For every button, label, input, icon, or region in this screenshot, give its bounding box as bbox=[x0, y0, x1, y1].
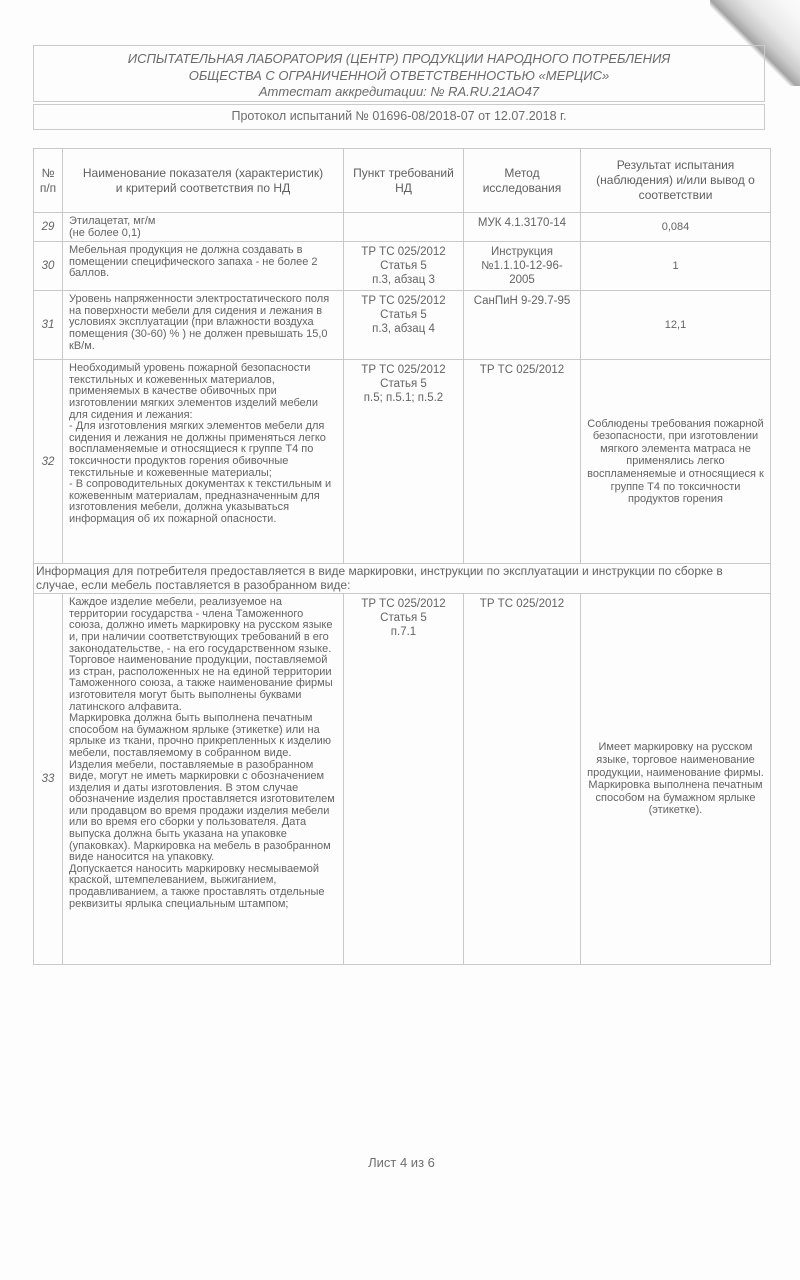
table-row-29 bbox=[34, 213, 771, 242]
table-row-32 bbox=[34, 360, 771, 564]
indicator-name: Необходимый уровень пожарной безопасности текстильных и кожевенных материалов, применяемых в качестве обивочных при изготовлении мягких элементов изделий мебели для сидения и лежания: - Для изготовления мягких элементов мебели для сидения и лежания не должны применяться легко воспламеняемые и относящиеся к группе Т4 по токсичности продуктов горения обивочные текстильные и кожевенные материалы; - В сопроводительных документах к текстильным и кожевенным материалам, предназначенным для изготовления мебели, должна указываться информация об их пожарной опасности. bbox=[63, 360, 344, 564]
test-result: 12,1 bbox=[581, 291, 771, 360]
col-header-num: № п/п bbox=[34, 149, 63, 213]
table-row-33 bbox=[34, 594, 771, 965]
test-result: Имеет маркировку на русском языке, торговое наименование продукции, наименование фирмы. Маркировка выполнена печатным способом на бумажном ярлыке (этикетке). bbox=[581, 594, 771, 965]
row-number: 33 bbox=[34, 594, 63, 965]
protocol-title-box bbox=[33, 104, 765, 130]
requirement-clause: ТР ТС 025/2012 Статья 5 п.5; п.5.1; п.5.2 bbox=[344, 360, 464, 564]
consumer-info-note: Информация для потребителя предоставляется в виде маркировки, инструкции по эксплуатации и инструкции по сборке в случае, если мебель поставляется в разобранном виде: bbox=[34, 564, 771, 594]
row-number: 30 bbox=[34, 242, 63, 291]
test-method: МУК 4.1.3170-14 bbox=[464, 213, 581, 242]
col-header-clause: Пункт требований НД bbox=[344, 149, 464, 213]
test-result: Соблюдены требования пожарной безопасности, при изготовлении мягкого элемента матраса не применялись легко воспламеняемые и относящиеся к группе Т4 по токсичности продуктов горения bbox=[581, 360, 771, 564]
page-footer: Лист 4 из 6 bbox=[368, 1155, 435, 1170]
col-header-indicator: Наименование показателя (характеристик) и критерий соответствия по НД bbox=[63, 149, 344, 213]
indicator-name: Мебельная продукция не должна создавать в помещении специфического запаха - не более 2 баллов. bbox=[63, 242, 344, 291]
consumer-info-note-row bbox=[34, 564, 771, 594]
lab-name-line-2: ОБЩЕСТВА С ОГРАНИЧЕННОЙ ОТВЕТСТВЕННОСТЬЮ «МЕРЦИС» bbox=[188, 67, 610, 83]
test-result: 1 bbox=[581, 242, 771, 291]
requirement-clause bbox=[344, 213, 464, 242]
indicator-name: Каждое изделие мебели, реализуемое на территории государства - члена Таможенного союза, должно иметь маркировку на русском языке и, при наличии соответствующих требований в его законодательстве, - на его государственном языке. Торговое наименование продукции, поставляемой из стран, расположенных не на единой территории Таможенного союза, а также наименование фирмы изготовителя могут быть выполнены буквами латинского алфавита. Маркировка должна быть выполнена печатным способом на бумажном ярлыке (этикетке) или на ярлыке из ткани, прочно прикрепленных к изделию мебели, поставляемому в собранном виде. Изделия мебели, поставляемые в разобранном виде, могут не иметь маркировки с обозначением изделия и даты изготовления. В этом случае обозначение изделия проставляется изготовителем или продавцом во время продажи изделия мебели или во время его сборки у пользователя. Дата выпуска должна быть указана на упаковке (упаковках). Маркировка на мебель в разобранном виде наносится на упаковку. Допускается наносить маркировку несмываемой краской, штемпелеванием, выжиганием, продавливанием, а также проставлять отдельные реквизиты ярлыка специальным штампом; bbox=[63, 594, 344, 965]
indicator-name: Уровень напряженности электростатического поля на поверхности мебели для сидения и лежания в условиях эксплуатации (при влажности воздуха помещения (30-60) % ) не должен превышать 15,0 кВ/м. bbox=[63, 291, 344, 360]
lab-header-box bbox=[33, 45, 765, 102]
test-method: ТР ТС 025/2012 bbox=[464, 594, 581, 965]
row-number: 31 bbox=[34, 291, 63, 360]
indicator-name: Этилацетат, мг/м (не более 0,1) bbox=[63, 213, 344, 242]
test-method: Инструкция №1.1.10-12-96- 2005 bbox=[464, 242, 581, 291]
test-method: ТР ТС 025/2012 bbox=[464, 360, 581, 564]
table-row-31 bbox=[34, 291, 771, 360]
row-number: 32 bbox=[34, 360, 63, 564]
results-table bbox=[33, 148, 771, 965]
lab-name-line-1: ИСПЫТАТЕЛЬНАЯ ЛАБОРАТОРИЯ (ЦЕНТР) ПРОДУКЦИИ НАРОДНОГО ПОТРЕБЛЕНИЯ bbox=[127, 51, 671, 66]
requirement-clause: ТР ТС 025/2012 Статья 5 п.3, абзац 4 bbox=[344, 291, 464, 360]
row-number: 29 bbox=[34, 213, 63, 242]
table-header-row bbox=[34, 149, 771, 213]
test-result: 0,084 bbox=[581, 213, 771, 242]
requirement-clause: ТР ТС 025/2012 Статья 5 п.7.1 bbox=[344, 594, 464, 965]
table-row-30 bbox=[34, 242, 771, 291]
test-method: СанПиН 9-29.7-95 bbox=[464, 291, 581, 360]
accreditation-line: Аттестат аккредитации: № RA.RU.21АО47 bbox=[258, 84, 540, 99]
col-header-method: Метод исследования bbox=[464, 149, 581, 213]
protocol-title: Протокол испытаний № 01696-08/2018-07 от 12.07.2018 г. bbox=[231, 109, 567, 123]
col-header-result: Результат испытания (наблюдения) и/или вывод о соответствии bbox=[581, 149, 771, 213]
requirement-clause: ТР ТС 025/2012 Статья 5 п.3, абзац 3 bbox=[344, 242, 464, 291]
